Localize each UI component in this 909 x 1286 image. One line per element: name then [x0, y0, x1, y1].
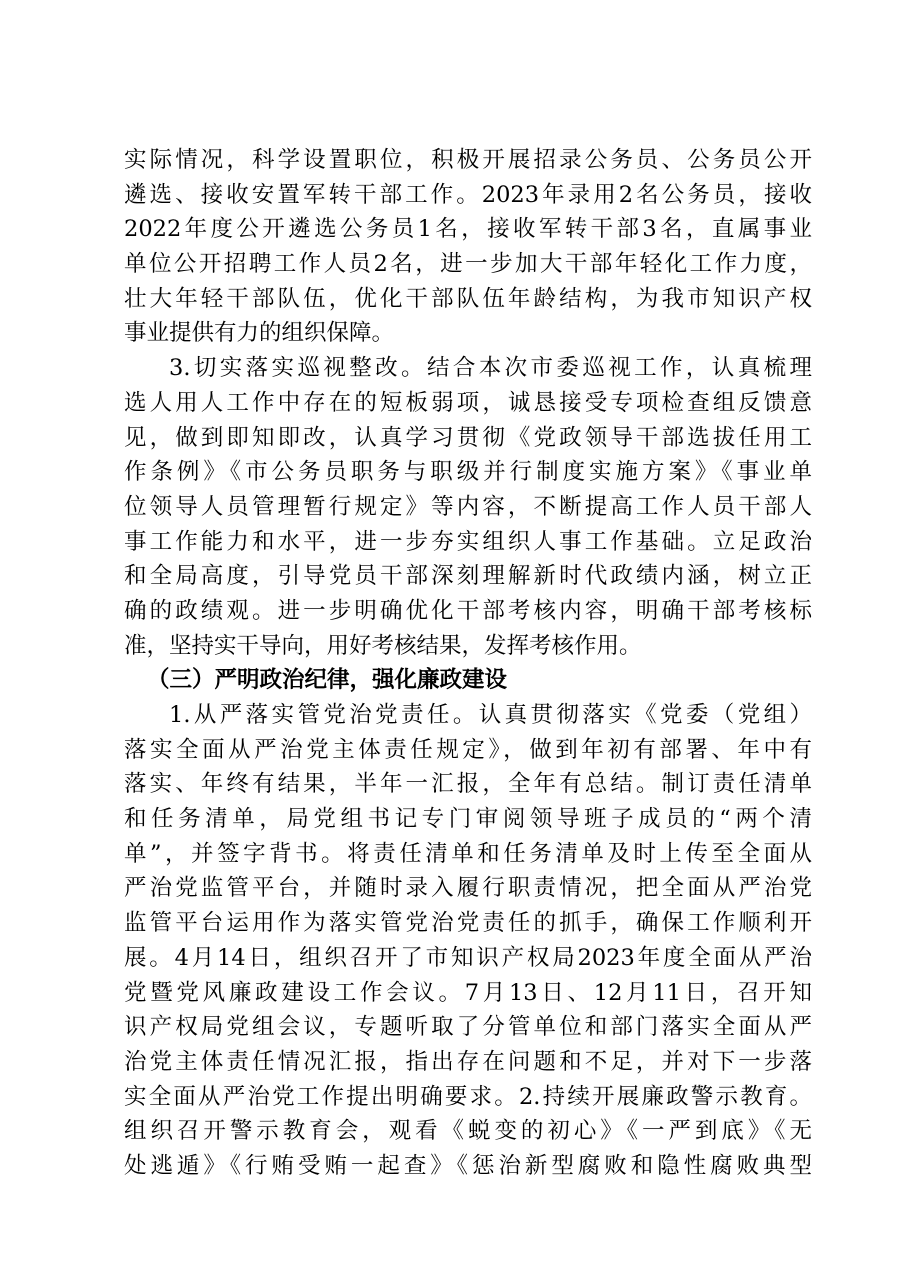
body-line: 监管平台运用作为落实管党治党责任的抓手，确保工作顺利开 [124, 910, 812, 937]
body-line: 事工作能力和水平，进一步夯实组织人事工作基础。立足政治 [124, 528, 812, 555]
body-line: 严治党监管平台，并随时录入履行职责情况，把全面从严治党 [124, 875, 812, 902]
body-line: 遴选、接收安置军转干部工作。2023年录用2名公务员，接收 [124, 181, 812, 208]
body-line: 和全局高度，引导党员干部深刻理解新时代政绩内涵，树立正 [124, 563, 812, 590]
paragraph-start-line: 3.切实落实巡视整改。结合本次市委巡视工作，认真梳理 [169, 355, 812, 382]
body-line: 治党主体责任情况汇报，指出存在问题和不足，并对下一步落 [124, 1048, 812, 1075]
body-line: 单”，并签字背书。将责任清单和任务清单及时上传至全面从 [124, 840, 812, 867]
section-heading: （三）严明政治纪律，强化廉政建设 [147, 667, 508, 694]
body-line: 事业提供有力的组织保障。 [124, 320, 395, 347]
body-line: 落实、年终有结果，半年一汇报，全年有总结。制订责任清单 [124, 771, 812, 798]
body-line: 组织召开警示教育会，观看《蜕变的初心》《一严到底》《无 [124, 1118, 812, 1145]
body-line: 单位公开招聘工作人员2名，进一步加大干部年轻化工作力度， [124, 251, 812, 278]
body-line: 2022年度公开遴选公务员1名，接收军转干部3名，直属事业 [124, 216, 812, 243]
body-line: 处逃遁》《行贿受贿一起查》《惩治新型腐败和隐性腐败典型 [124, 1152, 812, 1179]
body-line: 展。4月14日，组织召开了市知识产权局2023年度全面从严治 [124, 944, 812, 971]
body-line: 党暨党风廉政建设工作会议。7月13日、12月11日，召开知 [124, 979, 812, 1006]
document-body [124, 143, 812, 1184]
paragraph-start-line: 1.从严落实管党治党责任。认真贯彻落实《党委（党组） [169, 702, 812, 728]
body-line: 落实全面从严治党主体责任规定》，做到年初有部署、年中有 [124, 736, 812, 763]
body-line: 确的政绩观。进一步明确优化干部考核内容，明确干部考核标 [124, 597, 812, 624]
body-line: 选人用人工作中存在的短板弱项，诚恳接受专项检查组反馈意 [124, 389, 812, 416]
body-line: 实际情况，科学设置职位，积极开展招录公务员、公务员公开 [124, 147, 812, 173]
body-line: 识产权局党组会议，专题听取了分管单位和部门落实全面从严 [124, 1014, 812, 1041]
body-line: 位领导人员管理暂行规定》等内容，不断提高工作人员干部人 [124, 493, 812, 520]
body-line: 准，坚持实干导向，用好考核结果，发挥考核作用。 [124, 632, 642, 659]
body-line: 壮大年轻干部队伍，优化干部队伍年龄结构，为我市知识产权 [124, 285, 812, 312]
body-line: 和任务清单，局党组书记专门审阅领导班子成员的“两个清 [124, 806, 812, 833]
body-line: 实全面从严治党工作提出明确要求。2.持续开展廉政警示教育。 [124, 1083, 812, 1110]
body-line: 见，做到即知即改，认真学习贯彻《党政领导干部选拔任用工 [124, 424, 812, 451]
body-line: 作条例》《市公务员职务与职级并行制度实施方案》《事业单 [124, 459, 812, 486]
